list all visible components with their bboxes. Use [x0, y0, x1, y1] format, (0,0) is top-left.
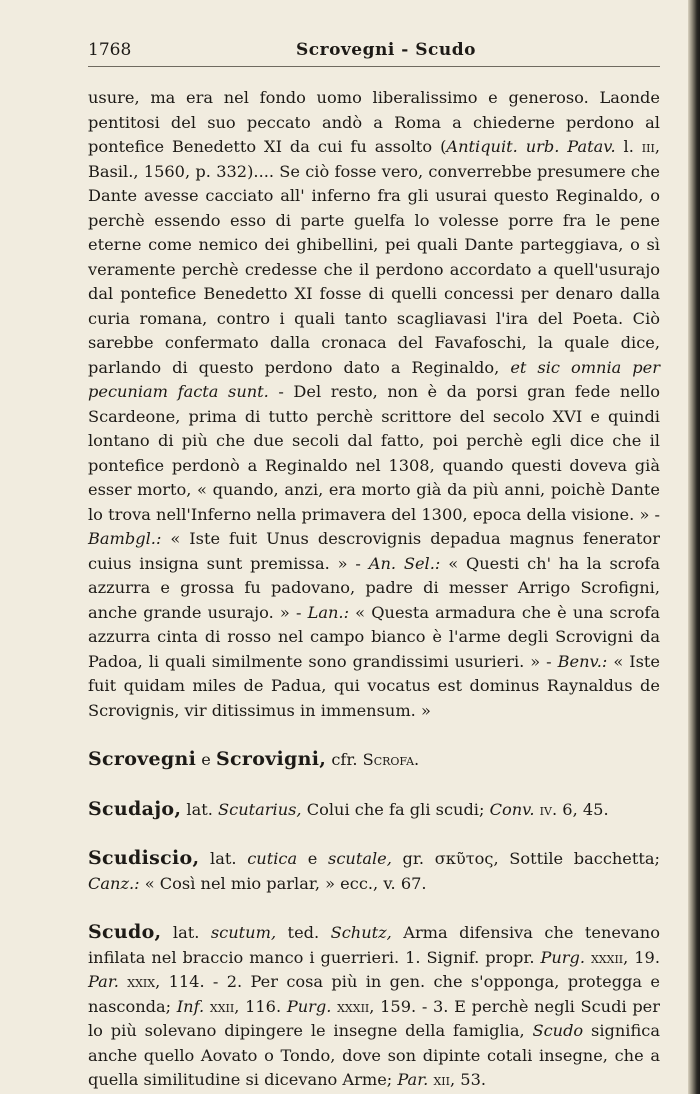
entry-scudiscio: Scudiscio, lat. cutica e scutale, gr. σκῦτος, Sottile bacchetta; Canz.: « Così nel mio parlar, » ecc., v. 67.	[88, 847, 661, 893]
continuation-paragraph: usure, ma era nel fondo uomo liberalissimo e generoso. Laonde pentitosi del suo peccato andò a Roma a chiederne perdono al pontefice Benedetto XI da cui fu assolto (Antiquit. urb. Patav. l. iii, Basil., 1560, p. 332).... Se ciò fosse vero, converrebbe presumere che Dante avesse cacciato all' inferno fra gli usurai questo Reginaldo, o perchè essendo esso di parte guelfa lo volesse porre fra le pene eterne come nemico dei ghibellini, pei quali Dante parteggiava, o sì veramente perchè credesse che il perdono accordato a quell'usurajo dal pontefice Benedetto XI fosse di quelli concessi per denaro dalla curia romana, contro i quali tanto scagliavasi l'ira del Poeta. Ciò sarebbe confermato dalla cronaca del Favafoschi, la quale dice, parlando di questo perdono dato a Reginaldo, et sic omnia per pecuniam facta sunt. - Del resto, non è da porsi gran fede nello Scardeone, prima di tutto perchè scrittore del secolo XVI e quindi lontano di più che due secoli dal fatto, poi perchè egli dice che il pontefice perdonò a Reginaldo nel 1308, quando questi doveva già esser morto, « quando, anzi, era morto già da più anni, poichè Dante lo trova nell'Inferno nella primavera del 1300, epoca della visione. » - Bambgl.: « Iste fuit Unus descrovignis depadua magnus fenerator cuius insigna sunt premissa. » - An. Sel.: « Questi ch' ha la scrofa azzurra e grossa fu padovano, padre di messer Arrigo Scrofigni, anche grande usurajo. » - Lan.: « Questa armadura che è una scrofa azzurra cinta di rosso nel campo bianco è l'arme degli Scrovigni da Padoa, li quali similmente sono grandissimi usurieri. » - Benv.: « Iste fuit quidam miles de Padua, qui vocatus est dominus Raynaldus de Scrovignis, vir ditissimus in immensum. »	[88, 88, 660, 720]
headword: Scrovegni	[88, 748, 197, 770]
header-rule	[88, 66, 660, 67]
entry-scudajo: Scudajo, lat. Scutarius, Colui che fa gli scudi; Conv. iv. 6, 45.	[88, 797, 609, 820]
headword: Scrovigni,	[216, 748, 327, 770]
page-binding-edge	[688, 0, 700, 1094]
page-body	[88, 86, 660, 1093]
entry-scudo: Scudo, lat. scutum, ted. Schutz, Arma difensiva che tenevano infilata nel braccio manco i guerrieri. 1. Signif. propr. Purg. xxxii, 19. Par. xxix, 114. - 2. Per cosa più in gen. che s'opponga, protegga e nasconda; Inf. xxii, 116. Purg. xxxii, 159. - 3. E perchè negli Scudi per lo più solevano dipingere le insegne della famiglia, Scudo significa anche quello Aovato o Tondo, dove son dipinte cotali insegne, che a quella similitudine si dicevano Arme; Par. xii, 53.	[88, 921, 661, 1089]
page-number: 1768	[88, 40, 132, 60]
running-head: Scrovegni - Scudo	[296, 40, 476, 60]
entry-scrovegni: Scrovegni e Scrovigni, cfr. Scrofa.	[88, 748, 420, 770]
headword: Scudiscio,	[88, 847, 200, 869]
headword: Scudajo,	[88, 797, 182, 820]
page-header	[88, 40, 660, 64]
headword: Scudo,	[88, 921, 162, 943]
cross-reference: Scrofa.	[362, 750, 420, 769]
